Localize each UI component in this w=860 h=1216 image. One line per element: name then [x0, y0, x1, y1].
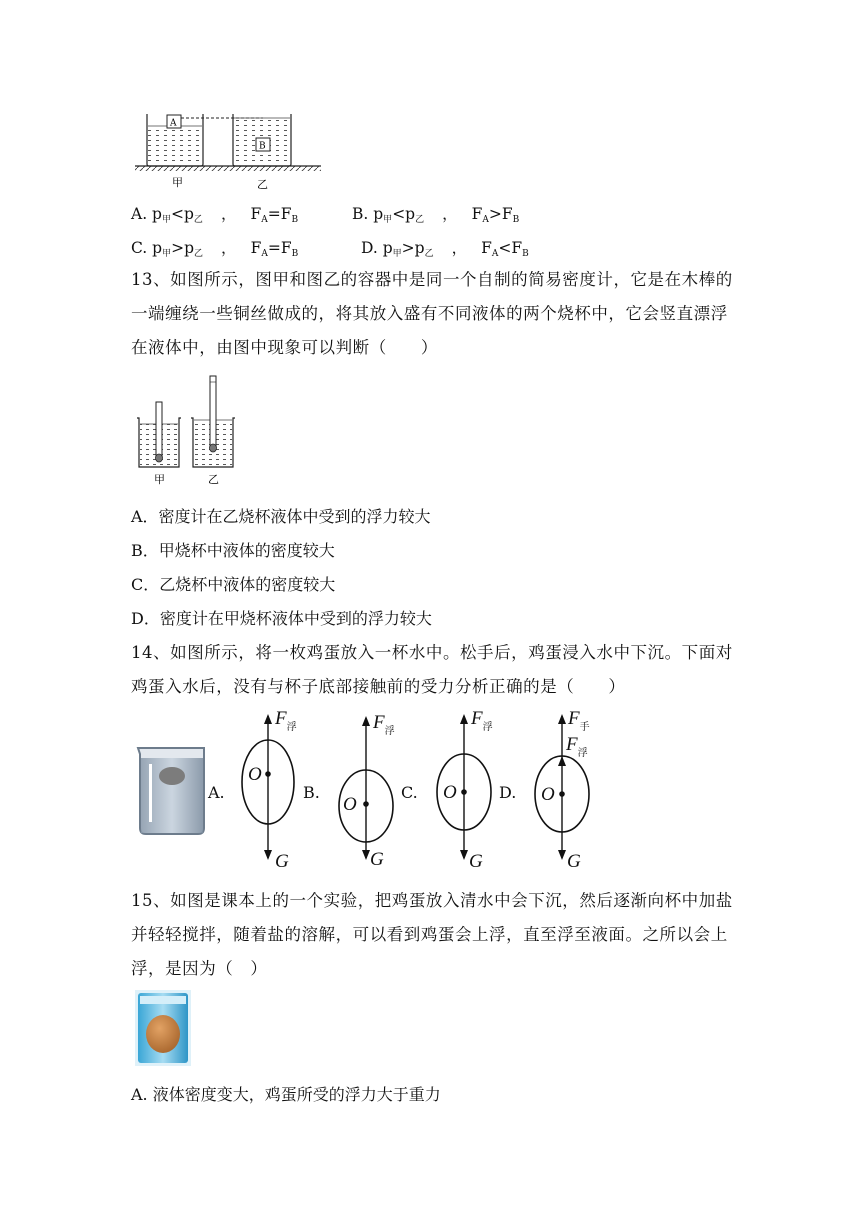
- q12-option-b: B. $p_甲<p_乙$ ， $F_A>F_B$: [352, 205, 520, 225]
- gravity-label-d: G: [567, 851, 581, 872]
- q12-figure: [131, 108, 331, 190]
- buoyancy-label-d: $F_浮$: [566, 734, 588, 759]
- ground-hatch: [135, 166, 321, 171]
- force-diagram-a: [238, 708, 308, 874]
- q13-stem-line-3: 在液体中，由图中现象可以判断（ ）: [131, 338, 438, 357]
- q12-label-jia: 甲: [172, 176, 183, 189]
- block-a-label: A: [170, 118, 177, 129]
- egg-salt-water-image: [135, 990, 191, 1066]
- q13-option-a: A．密度计在乙烧杯液体中受到的浮力较大: [131, 507, 431, 526]
- q13-label-jia: 甲: [154, 473, 165, 486]
- point-o-a: O: [248, 764, 262, 785]
- q12-option-d: D. $p_甲>p_乙$ ， $F_A<F_B$: [361, 239, 529, 259]
- q13-figure: [131, 372, 241, 488]
- beaker-yi: [191, 376, 235, 467]
- q14-option-c-letter: C.: [401, 783, 418, 802]
- q13-option-b: B．甲烧杯中液体的密度较大: [131, 541, 335, 560]
- buoyancy-label-a: $F_浮$: [275, 708, 297, 733]
- q14-option-d-letter: D.: [499, 783, 517, 802]
- q15-stem-line-1: 15、如图是课本上的一个实验，把鸡蛋放入清水中会下沉，然后逐渐向杯中加盐: [131, 891, 733, 910]
- q13-stem-line-2: 一端缠绕一些铜丝做成的，将其放入盛有不同液体的两个烧杯中，它会竖直漂浮: [131, 304, 728, 323]
- point-o-b: O: [343, 794, 357, 815]
- q12-label-yi: 乙: [257, 178, 268, 190]
- q13-stem-line-1: 13、如图所示，图甲和图乙的容器中是同一个自制的简易密度计，它是在木棒的: [131, 270, 733, 289]
- q13-option-c: C．乙烧杯中液体的密度较大: [131, 575, 336, 594]
- q15-option-a: A. 液体密度变大，鸡蛋所受的浮力大于重力: [131, 1085, 441, 1104]
- gravity-label-c: G: [469, 851, 483, 872]
- point-o-d: O: [541, 784, 555, 805]
- gravity-label-a: G: [275, 851, 289, 872]
- q13-label-yi: 乙: [208, 473, 219, 486]
- q15-stem-line-3: 浮，是因为（ ）: [131, 959, 268, 978]
- q13-option-d: D．密度计在甲烧杯液体中受到的浮力较大: [131, 609, 432, 628]
- q12-option-c: C. $p_甲>p_乙$ ， $F_A=F_B$: [131, 239, 299, 259]
- egg-beaker-image: [136, 744, 208, 836]
- q15-stem-line-2: 并轻轻搅拌，随着盐的溶解，可以看到鸡蛋会上浮，直至浮至液面。之所以会上: [131, 925, 728, 944]
- q12-option-a: A. $p_甲<p_乙$ ， $F_A=F_B$: [131, 205, 299, 225]
- buoyancy-label-c: $F_浮$: [471, 708, 493, 733]
- hand-force-label-d: $F_手$: [568, 708, 590, 733]
- q14-option-a-letter: A.: [208, 783, 225, 802]
- block-b-label: B: [259, 141, 266, 152]
- q14-stem-line-1: 14、如图所示，将一枚鸡蛋放入一杯水中。松手后，鸡蛋浸入水中下沉。下面对: [131, 643, 733, 662]
- beaker-yi: [233, 114, 291, 166]
- q14-option-b-letter: B.: [303, 783, 320, 802]
- beaker-jia: [137, 402, 181, 467]
- q14-stem-line-2: 鸡蛋入水后，没有与杯子底部接触前的受力分析正确的是（ ）: [131, 677, 626, 696]
- point-o-c: O: [443, 782, 457, 803]
- gravity-label-b: G: [370, 849, 384, 870]
- buoyancy-label-b: $F_浮$: [373, 712, 395, 737]
